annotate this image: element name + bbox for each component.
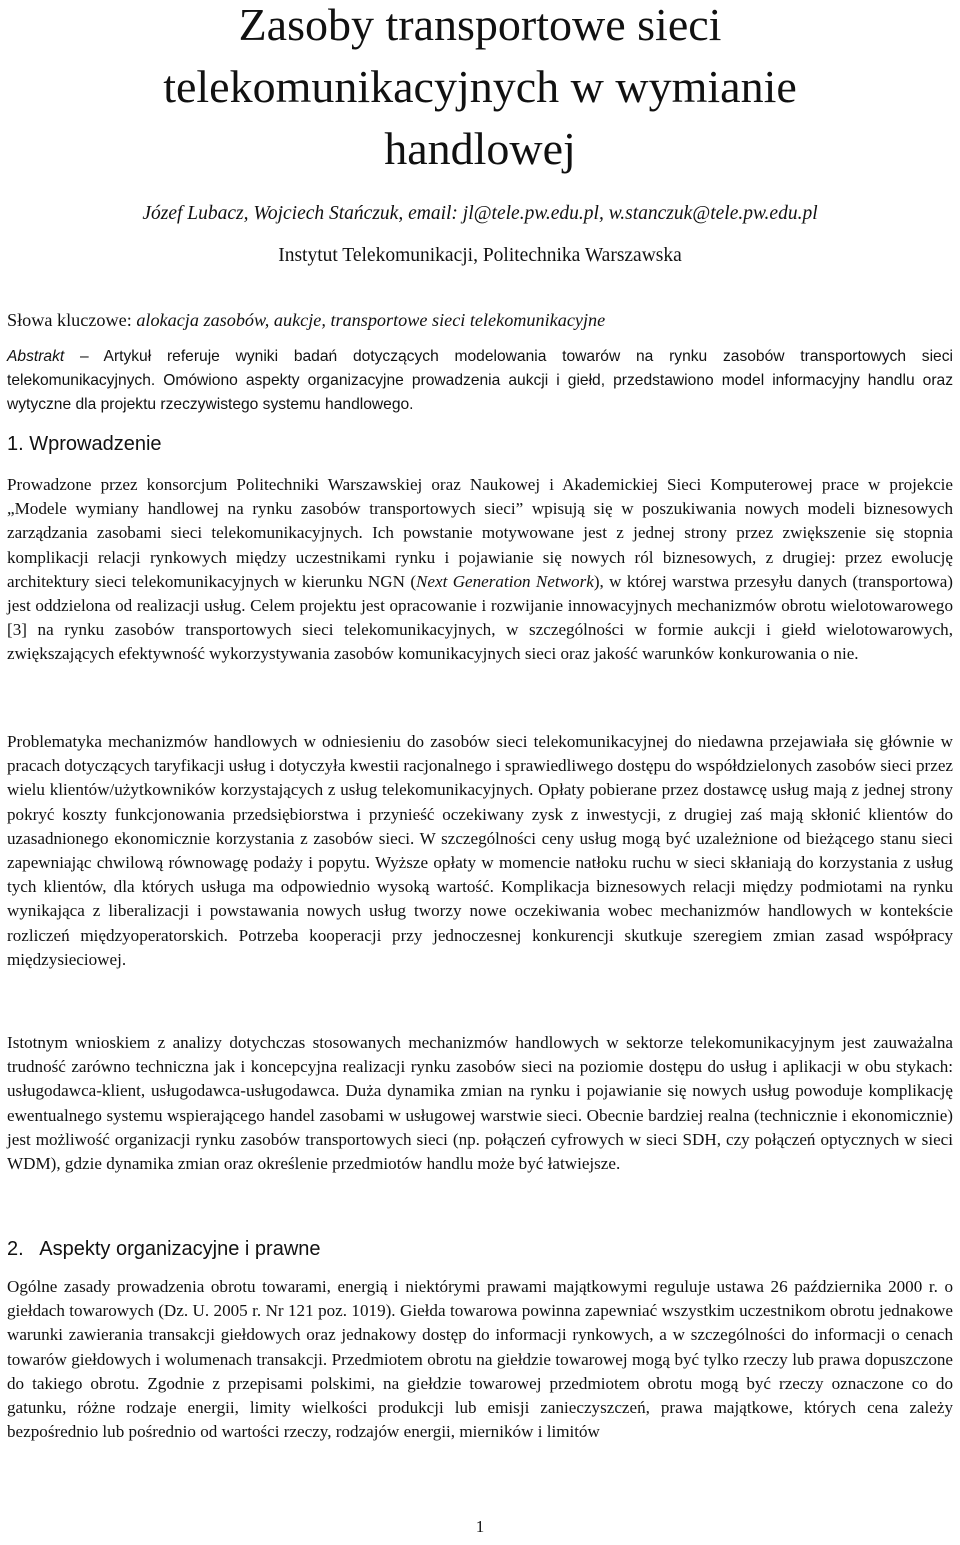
keywords xyxy=(7,308,953,332)
abstract xyxy=(7,345,953,418)
abstract-text: – Artykuł referuje wyniki badań dotyczących modelowania towarów na rynku zasobów transportowych sieci telekomunikacyjnych. Omówiono aspekty organizacyjne prowadzenia aukcji i giełd, przedstawiono model informacyjny handlu oraz wytyczne dla projektu rzeczywistego systemu handlowego. xyxy=(7,348,953,414)
section-1-paragraph-1 xyxy=(7,473,953,667)
section-2-heading xyxy=(7,1237,953,1261)
s1p1-emphasis: Next Generation Network xyxy=(416,571,594,591)
paper-title xyxy=(0,0,960,180)
s1p1-part-a: Prowadzone przez konsorcjum Politechniki Warszawskiej oraz Naukowej i Akademickiej Sieci Komputerowej prace w projekcie „Modele wymiany handlowej na rynku zasobów transportowych sieci” wpisują się w poszukiwania nowych modeli biznesowych zarządzania zasobami sieci telekomunikacyjnych. Ich powstanie motywowane jest z jednej strony przez zwiększenie się stopnia komplikacji relacji rynkowych między uczestnikami rynku i pojawianie się nowych ról biznesowych, z drugiej: przez ewolucję architektury sieci telekomunikacyjnych w kierunku NGN ( xyxy=(7,475,953,591)
section-2-heading-text: 2. Aspekty organizacyjne i prawne xyxy=(7,1238,321,1260)
section-1-heading: 1. Wprowadzenie xyxy=(7,433,162,455)
section-1-paragraph-3: Istotnym wnioskiem z analizy dotychczas stosowanych mechanizmów handlowych w sektorze telekomunikacyjnym jest zauważalna trudność zarówno techniczna jak i koncepcyjna realizacji rynku zasobów sieci na poziomie dostępu do usług i aplikacji w obu stykach: usługodawca-klient, usługodawca-usługodawca. Duża dynamika zmian na rynku i pojawianie się nowych usług powoduje komplikację ewentualnego systemu wspierającego handel zasobami w usługowej warstwie sieci. Obecnie bardziej realna (technicznie i ekonomicznie) jest możliwość organizacji rynku zasobów transportowych sieci (np. połączeń cyfrowych w sieci SDH, czy połączeń optycznych w sieci WDM), gdzie dynamika zmian oraz określenie przedmiotów handlu może być łatwiejsze. xyxy=(7,1033,953,1174)
keywords-label: Słowa kluczowe: xyxy=(7,310,132,330)
title-line-1: Zasoby transportowe sieci xyxy=(238,0,722,50)
s1p1-part-b: ), w której warstwa przesyłu danych (transportowa) jest oddzielona od realizacji usług. Celem projektu jest opracowanie i rozwijanie innowacyjnych mechanizmów obrotu wielotowarowego [3] na rynku zasobów transportowych sieci telekomunikacyjnych, w szczególności w formie aukcji i giełd wielotowarowych, zwiększających efektywność wykorzystywania zasobów komunikacyjnych sieci oraz jakość warunków konkurowania o nie. xyxy=(7,571,954,664)
affiliation: Instytut Telekomunikacji, Politechnika Warszawska xyxy=(278,245,682,266)
page-number: 1 xyxy=(475,1517,485,1536)
abstract-label: Abstrakt xyxy=(7,348,65,365)
authors-line: Józef Lubacz, Wojciech Stańczuk, email: jl@tele.pw.edu.pl, w.stanczuk@tele.pw.edu.pl xyxy=(142,203,818,224)
title-line-3: handlowej xyxy=(384,123,576,174)
section-2-paragraph-1: Ogólne zasady prowadzenia obrotu towarami, energią i niektórymi prawami majątkowymi reguluje ustawa 26 października 2000 r. o giełdach towarowych (Dz. U. 2005 r. Nr 121 poz. 1019). Giełda towarowa powinna zapewniać wszystkim uczestnikom obrotu jednakowe warunki zawierania transakcji giełdowych oraz jednakowy dostęp do informacji rynkowych, a w szczególności do informacji o cenach towarów giełdowych i wolumenach transakcji. Przedmiotem obrotu na giełdzie towarowej mogą być tylko rzeczy lub prawa dopuszczone do takiego obrotu. Zgodnie z przepisami polskimi, na giełdzie towarowej przedmiotem obrotu mogą być rzeczy oznaczone co do gatunku, różne rodzaje energii, limity wielkości produkcji lub emisji zanieczyszczeń, prawa majątkowe, których cena zależy bezpośrednio lub pośrednio od wartości rzeczy, rodzajów energii, mierników i limitów xyxy=(7,1277,953,1442)
title-line-2: telekomunikacyjnych w wymianie xyxy=(163,61,797,112)
section-1-paragraph-2: Problematyka mechanizmów handlowych w odniesieniu do zasobów sieci telekomunikacyjnej do niedawna przejawiała się głównie w pracach dotyczących taryfikacji usług i dotyczyła kwestii racjonalnego i sprawiedliwego dostępu do współdzielonych zasobów sieci przez wielu klientów/użytkowników korzystających z usług telekomunikacyjnych. Opłaty pobierane przez dostawcę usług mają z jednej strony pokryć koszty funkcjonowania przedsiębiorstwa i przynieść oczekiwany zysk z inwestycji, z drugiej zaś mają skłonić klientów do uzasadnionego ekonomicznie korzystania z zasobów sieci. W szczególności ceny usług mogą być uzależnione od bieżącego stanu sieci zapewniając chwilową równowagę podaży i popytu. Wyższe opłaty w momencie natłoku ruchu w sieci skłaniają do korzystania z usług tych klientów, dla których usługa ma odpowiednio wysoką wartość. Komplikacja biznesowych relacji między podmiotami na rynku wynikająca z liberalizacji i powstawania nowych usług tworzy nowe oczekiwania wobec mechanizmów handlowych w kontekście rozliczeń międzyoperatorskich. Potrzeba kooperacji przy jednoczesnej konkurencji skutkuje szeregiem zmian zasad współpracy międzysieciowej. xyxy=(7,732,953,969)
keywords-text: alokacja zasobów, aukcje, transportowe sieci telekomunikacyjne xyxy=(136,310,606,330)
